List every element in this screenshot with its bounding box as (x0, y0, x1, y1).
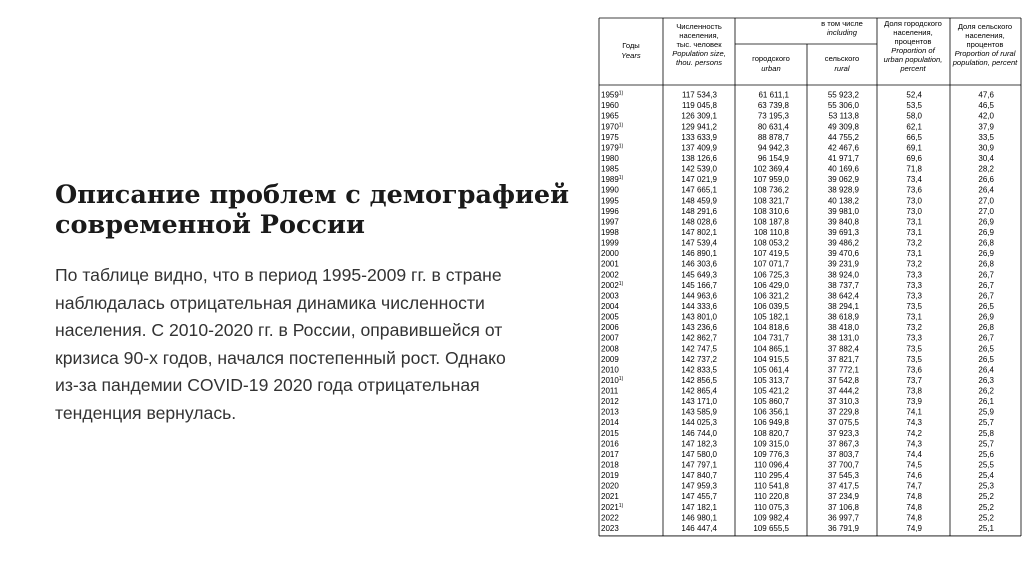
row-rural-share: 33,5 (978, 132, 994, 142)
row-rural: 42 467,6 (827, 143, 859, 153)
row-rural: 38 642,4 (827, 291, 859, 301)
row-rural: 40 138,2 (827, 196, 859, 206)
row-population: 142 737,2 (681, 354, 717, 364)
row-urban: 108 820,7 (753, 428, 789, 438)
row-year: 1959$^{1)}$ (601, 90, 624, 100)
row-urban: 104 915,5 (753, 354, 789, 364)
row-rural-share: 25,4 (978, 471, 994, 481)
row-urban-share: 53,5 (906, 101, 922, 111)
footnote-mark: 1) (618, 280, 624, 287)
row-urban: 109 982,4 (753, 513, 789, 523)
row-year: 2009 (601, 354, 619, 364)
row-urban: 61 611,1 (758, 90, 789, 100)
row-urban-share: 74,4 (906, 449, 922, 459)
footnote-mark: 1) (618, 122, 624, 129)
row-rural-share: 28,2 (978, 164, 994, 174)
row-year: 2022 (601, 513, 619, 523)
row-year: 2019 (601, 471, 619, 481)
row-year: 2012 (601, 397, 619, 407)
row-urban-share: 73,1 (906, 217, 922, 227)
row-population: 142 862,7 (681, 333, 717, 343)
row-rural-share: 26,7 (978, 280, 994, 290)
row-population: 137 409,9 (681, 143, 717, 153)
row-year: 2015 (601, 428, 619, 438)
row-urban: 96 154,9 (757, 153, 789, 163)
row-population: 133 633,9 (681, 132, 717, 142)
row-year: 1980 (601, 153, 619, 163)
row-urban: 108 321,7 (753, 196, 789, 206)
row-population: 147 840,7 (681, 471, 717, 481)
row-urban-share: 73,1 (906, 249, 922, 259)
row-rural-share: 26,9 (978, 217, 994, 227)
row-year: 1965 (601, 111, 619, 121)
row-population: 147 802,1 (681, 227, 717, 237)
row-urban-share: 73,5 (906, 301, 922, 311)
row-year: 2016 (601, 439, 619, 449)
row-rural: 37 444,2 (827, 386, 859, 396)
row-population: 147 797,1 (681, 460, 717, 470)
header-population: тыс. человек (676, 40, 722, 49)
row-year: 2010 (601, 365, 619, 375)
row-rural: 38 737,7 (827, 280, 859, 290)
row-population: 146 890,1 (681, 249, 717, 259)
row-urban-share: 74,9 (906, 523, 922, 533)
body-line: кризиса 90-х годов, начался постепенный рост. Однако (55, 347, 506, 368)
row-urban-share: 73,8 (906, 386, 922, 396)
row-rural-share: 26,7 (978, 270, 994, 280)
row-population: 129 941,2 (681, 122, 717, 132)
header-urban: городского (752, 54, 790, 63)
row-rural: 37 417,5 (827, 481, 859, 491)
row-year: 2017 (601, 449, 619, 459)
header-years: Годы (622, 41, 640, 50)
row-population: 142 539,0 (681, 164, 717, 174)
row-urban: 108 310,6 (753, 206, 789, 216)
row-rural-share: 26,8 (978, 323, 994, 333)
row-rural-share: 26,8 (978, 259, 994, 269)
row-rural: 38 294,1 (827, 301, 859, 311)
row-urban: 94 942,3 (757, 143, 789, 153)
row-rural-share: 25,9 (978, 407, 994, 417)
row-population: 142 747,5 (681, 344, 717, 354)
body-line: населения. С 2010-2020 гг. в России, оправившейся от (55, 320, 503, 341)
row-urban-share: 73,3 (906, 280, 922, 290)
row-rural-share: 42,0 (978, 111, 994, 121)
row-urban-share: 73,3 (906, 333, 922, 343)
row-urban-share: 74,1 (906, 407, 922, 417)
row-urban: 73 195,3 (757, 111, 789, 121)
row-urban: 105 061,4 (753, 365, 789, 375)
footnote-mark: 1) (618, 90, 624, 97)
row-urban-share: 74,5 (906, 460, 922, 470)
row-urban: 88 878,7 (757, 132, 789, 142)
row-population: 147 021,9 (681, 175, 717, 185)
row-year: 2020 (601, 481, 619, 491)
row-urban: 105 860,7 (753, 397, 789, 407)
row-population: 144 025,3 (681, 418, 717, 428)
row-rural-share: 26,7 (978, 291, 994, 301)
row-population: 142 856,5 (681, 375, 717, 385)
row-rural: 39 840,8 (827, 217, 859, 227)
row-rural-share: 26,6 (978, 175, 994, 185)
row-rural-share: 25,6 (978, 449, 994, 459)
row-population: 144 333,6 (681, 301, 717, 311)
row-year: 2021$^{1)}$ (601, 502, 624, 512)
row-population: 148 291,6 (681, 206, 717, 216)
row-urban-share: 58,0 (906, 111, 922, 121)
population-table-svg (597, 17, 1022, 562)
row-urban: 105 182,1 (753, 312, 789, 322)
row-urban: 110 220,8 (754, 492, 789, 502)
row-population: 117 534,3 (682, 90, 717, 100)
row-rural-share: 26,4 (978, 185, 994, 195)
row-urban-share: 73,7 (906, 375, 922, 385)
row-year: 1996 (601, 206, 619, 216)
row-urban: 108 110,8 (754, 227, 789, 237)
row-rural: 38 618,9 (827, 312, 859, 322)
row-rural: 37 923,3 (827, 428, 859, 438)
row-urban: 104 818,6 (753, 323, 789, 333)
row-urban: 105 313,7 (753, 375, 789, 385)
row-urban-share: 74,8 (906, 502, 922, 512)
row-population: 147 580,0 (681, 449, 717, 459)
row-year: 1998 (601, 227, 619, 237)
row-rural-share: 26,5 (978, 344, 994, 354)
row-rural-share: 26,9 (978, 312, 994, 322)
row-rural: 39 470,6 (827, 249, 859, 259)
row-urban-share: 73,6 (906, 365, 922, 375)
header-urban-share: Доля городского (884, 19, 942, 28)
row-population: 138 126,6 (681, 153, 717, 163)
row-population: 143 801,0 (681, 312, 717, 322)
header-population: населения, (679, 31, 719, 40)
row-urban: 106 321,2 (753, 291, 789, 301)
row-urban: 63 739,8 (757, 101, 789, 111)
row-urban-share: 73,1 (906, 312, 922, 322)
row-rural: 39 062,9 (827, 175, 859, 185)
row-urban: 107 419,5 (753, 249, 789, 259)
row-urban-share: 74,6 (906, 471, 922, 481)
header-urban-share-en: urban population, (883, 55, 943, 64)
row-rural: 37 075,5 (827, 418, 859, 428)
row-year: 2001 (601, 259, 619, 269)
row-urban-share: 73,4 (906, 175, 922, 185)
row-rural: 37 229,8 (827, 407, 859, 417)
header-population-en: Population size, (672, 49, 726, 58)
header-including-en: including (827, 28, 857, 37)
slide-title-line: Описание проблем с демографией (55, 180, 570, 210)
row-urban: 109 655,5 (753, 523, 789, 533)
row-year: 1985 (601, 164, 619, 174)
row-population: 146 303,6 (681, 259, 717, 269)
row-population: 143 236,6 (681, 323, 717, 333)
row-urban: 106 949,8 (753, 418, 789, 428)
row-year: 1990 (601, 185, 619, 195)
row-year: 2010$^{1)}$ (601, 375, 624, 385)
row-rural: 39 486,2 (827, 238, 859, 248)
row-urban-share: 74,7 (906, 481, 922, 491)
row-year: 2003 (601, 291, 619, 301)
row-population: 146 744,0 (681, 428, 717, 438)
row-year: 2011 (601, 386, 619, 396)
row-population: 147 959,3 (681, 481, 717, 491)
header-rural-share-en: population, percent (952, 58, 1018, 67)
row-rural-share: 46,5 (978, 101, 994, 111)
row-rural: 55 306,0 (827, 101, 859, 111)
row-rural-share: 26,5 (978, 301, 994, 311)
row-rural: 37 803,7 (827, 449, 859, 459)
row-rural: 49 309,8 (827, 122, 859, 132)
row-rural-share: 27,0 (978, 196, 994, 206)
row-population: 146 447,4 (681, 523, 717, 533)
row-rural: 36 791,9 (827, 523, 859, 533)
row-urban: 105 421,2 (753, 386, 789, 396)
row-rural: 44 755,2 (827, 132, 859, 142)
row-rural-share: 25,2 (978, 502, 994, 512)
header-rural-share: Доля сельского (957, 22, 1013, 31)
row-year: 1995 (601, 196, 619, 206)
row-rural-share: 26,3 (978, 375, 994, 385)
row-urban-share: 73,6 (906, 185, 922, 195)
row-urban-share: 73,5 (906, 354, 922, 364)
row-rural-share: 25,3 (978, 481, 994, 491)
row-year: 2002 (601, 270, 619, 280)
row-population: 143 585,9 (681, 407, 717, 417)
row-rural: 37 867,3 (827, 439, 859, 449)
row-rural: 37 234,9 (827, 492, 859, 502)
row-year: 2007 (601, 333, 619, 343)
row-year: 2006 (601, 323, 619, 333)
row-population: 145 166,7 (681, 280, 717, 290)
row-rural: 53 113,8 (828, 111, 859, 121)
row-year: 2004 (601, 301, 619, 311)
slide-body-text (55, 262, 595, 428)
row-urban: 107 959,0 (753, 175, 789, 185)
row-year: 2021 (601, 492, 619, 502)
row-population: 143 171,0 (681, 397, 717, 407)
header-including: в том числе (821, 19, 863, 28)
row-year: 2002$^{1)}$ (601, 280, 624, 290)
header-urban-en: urban (761, 64, 781, 73)
row-year: 1975 (601, 132, 619, 142)
row-rural-share: 25,7 (978, 439, 994, 449)
row-rural: 40 169,6 (827, 164, 859, 174)
row-urban: 106 039,5 (753, 301, 789, 311)
row-rural-share: 25,2 (978, 513, 994, 523)
row-urban-share: 69,6 (906, 153, 922, 163)
row-population: 126 309,1 (681, 111, 717, 121)
row-urban: 109 315,0 (753, 439, 789, 449)
body-line: тенденция вернулась. (55, 402, 237, 423)
row-urban-share: 69,1 (906, 143, 922, 153)
row-rural-share: 26,7 (978, 333, 994, 343)
row-urban-share: 52,4 (906, 90, 922, 100)
header-rural-share: населения, (965, 31, 1005, 40)
row-urban-share: 74,8 (906, 513, 922, 523)
header-urban-share: населения, (893, 28, 933, 37)
row-population: 146 980,1 (681, 513, 717, 523)
body-line: По таблице видно, что в период 1995-2009 гг. в стране (55, 265, 502, 285)
row-rural-share: 26,1 (978, 397, 994, 407)
header-rural-en: rural (834, 64, 850, 73)
row-year: 1999 (601, 238, 619, 248)
row-urban-share: 73,3 (906, 270, 922, 280)
population-table (597, 17, 1022, 562)
row-year: 2014 (601, 418, 619, 428)
row-urban-share: 66,5 (906, 132, 922, 142)
row-rural-share: 25,2 (978, 492, 994, 502)
row-rural-share: 25,8 (978, 428, 994, 438)
row-rural: 37 700,7 (827, 460, 859, 470)
row-rural: 38 928,9 (827, 185, 859, 195)
row-rural-share: 47,6 (978, 90, 994, 100)
row-rural-share: 26,2 (978, 386, 994, 396)
row-population: 119 045,8 (682, 101, 717, 111)
row-rural-share: 26,8 (978, 238, 994, 248)
row-rural: 39 981,0 (827, 206, 859, 216)
row-urban-share: 71,8 (906, 164, 922, 174)
row-urban: 110 541,8 (754, 481, 789, 491)
row-urban-share: 62,1 (906, 122, 922, 132)
row-year: 1997 (601, 217, 619, 227)
row-urban: 110 295,4 (754, 471, 789, 481)
row-rural-share: 26,9 (978, 249, 994, 259)
row-population: 142 833,5 (681, 365, 717, 375)
header-population: Численность (676, 22, 722, 31)
footnote-mark: 1) (618, 502, 624, 509)
row-population: 147 665,1 (681, 185, 717, 195)
row-rural: 39 691,3 (827, 227, 859, 237)
row-rural: 37 545,3 (827, 471, 859, 481)
row-urban-share: 73,2 (906, 323, 922, 333)
row-population: 144 963,6 (681, 291, 717, 301)
row-urban-share: 73,1 (906, 227, 922, 237)
row-rural-share: 27,0 (978, 206, 994, 216)
row-rural: 38 131,0 (827, 333, 859, 343)
row-rural: 37 882,4 (827, 344, 859, 354)
row-year: 1970$^{1)}$ (601, 122, 624, 132)
row-population: 147 455,7 (681, 492, 717, 502)
row-urban: 80 631,4 (757, 122, 789, 132)
row-population: 145 649,3 (681, 270, 717, 280)
row-year: 2023 (601, 523, 619, 533)
row-urban-share: 73,2 (906, 259, 922, 269)
row-urban: 106 429,0 (753, 280, 789, 290)
row-urban-share: 74,3 (906, 439, 922, 449)
body-line: наблюдалась отрицательная динамика численности (55, 292, 485, 313)
body-line: из-за пандемии COVID-19 2020 года отрицательная (55, 375, 480, 396)
slide-title (55, 180, 585, 240)
row-rural: 37 772,1 (827, 365, 859, 375)
header-rural: сельского (824, 54, 860, 63)
row-urban: 104 731,7 (753, 333, 789, 343)
row-urban-share: 73,2 (906, 238, 922, 248)
row-rural-share: 30,9 (978, 143, 994, 153)
row-year: 2013 (601, 407, 619, 417)
row-year: 2000 (601, 249, 619, 259)
row-year: 2005 (601, 312, 619, 322)
row-urban: 102 369,4 (753, 164, 789, 174)
row-urban-share: 73,5 (906, 344, 922, 354)
row-urban-share: 73,0 (906, 206, 922, 216)
row-year: 1960 (601, 101, 619, 111)
row-urban-share: 74,3 (906, 418, 922, 428)
row-population: 147 539,4 (681, 238, 717, 248)
row-year: 2008 (601, 344, 619, 354)
row-urban-share: 74,8 (906, 492, 922, 502)
row-rural-share: 30,4 (978, 153, 994, 163)
header-urban-share-en: Proportion of (891, 46, 935, 55)
row-year: 1979$^{1)}$ (601, 143, 624, 153)
header-rural-share-en: Proportion of rural (954, 49, 1016, 58)
row-urban: 109 776,3 (753, 449, 789, 459)
header-urban-share-en: percent (900, 64, 926, 73)
row-rural: 38 418,0 (827, 323, 859, 333)
row-urban: 108 187,8 (753, 217, 789, 227)
row-urban-share: 73,3 (906, 291, 922, 301)
footnote-mark: 1) (618, 375, 624, 382)
row-rural-share: 25,5 (978, 460, 994, 470)
header-rural-share: процентов (966, 40, 1004, 49)
row-urban: 104 865,1 (753, 344, 789, 354)
row-population: 142 865,4 (681, 386, 717, 396)
header-urban-share: процентов (894, 37, 932, 46)
row-urban: 108 736,2 (753, 185, 789, 195)
row-rural: 37 542,8 (827, 375, 859, 385)
row-population: 148 028,6 (681, 217, 717, 227)
row-urban: 106 725,3 (753, 270, 789, 280)
row-urban: 106 356,1 (753, 407, 789, 417)
row-year: 2018 (601, 460, 619, 470)
row-urban-share: 74,2 (906, 428, 922, 438)
row-population: 147 182,1 (681, 502, 717, 512)
header-population-en: thou. persons (675, 58, 723, 67)
row-urban: 107 071,7 (753, 259, 789, 269)
row-population: 147 182,3 (681, 439, 717, 449)
row-rural: 41 971,7 (827, 153, 859, 163)
row-rural-share: 26,5 (978, 354, 994, 364)
row-rural: 39 231,9 (827, 259, 859, 269)
row-rural-share: 26,9 (978, 227, 994, 237)
row-urban: 110 075,3 (754, 502, 789, 512)
row-urban: 108 053,2 (753, 238, 789, 248)
row-urban-share: 73,0 (906, 196, 922, 206)
header-years-en: Years (621, 51, 641, 60)
footnote-mark: 1) (618, 175, 624, 182)
row-year: 1989$^{1)}$ (601, 175, 624, 185)
row-rural-share: 25,7 (978, 418, 994, 428)
row-rural: 37 821,7 (827, 354, 859, 364)
slide-title-line: современной России (55, 210, 365, 240)
row-rural: 36 997,7 (827, 513, 859, 523)
row-urban-share: 73,9 (906, 397, 922, 407)
row-rural: 38 924,0 (827, 270, 859, 280)
row-rural-share: 37,9 (978, 122, 994, 132)
row-population: 148 459,9 (681, 196, 717, 206)
row-rural: 37 310,3 (827, 397, 859, 407)
row-urban: 110 096,4 (754, 460, 789, 470)
row-rural-share: 25,1 (978, 523, 994, 533)
row-rural: 55 923,2 (827, 90, 859, 100)
row-rural: 37 106,8 (827, 502, 859, 512)
footnote-mark: 1) (618, 143, 624, 150)
row-rural-share: 26,4 (978, 365, 994, 375)
